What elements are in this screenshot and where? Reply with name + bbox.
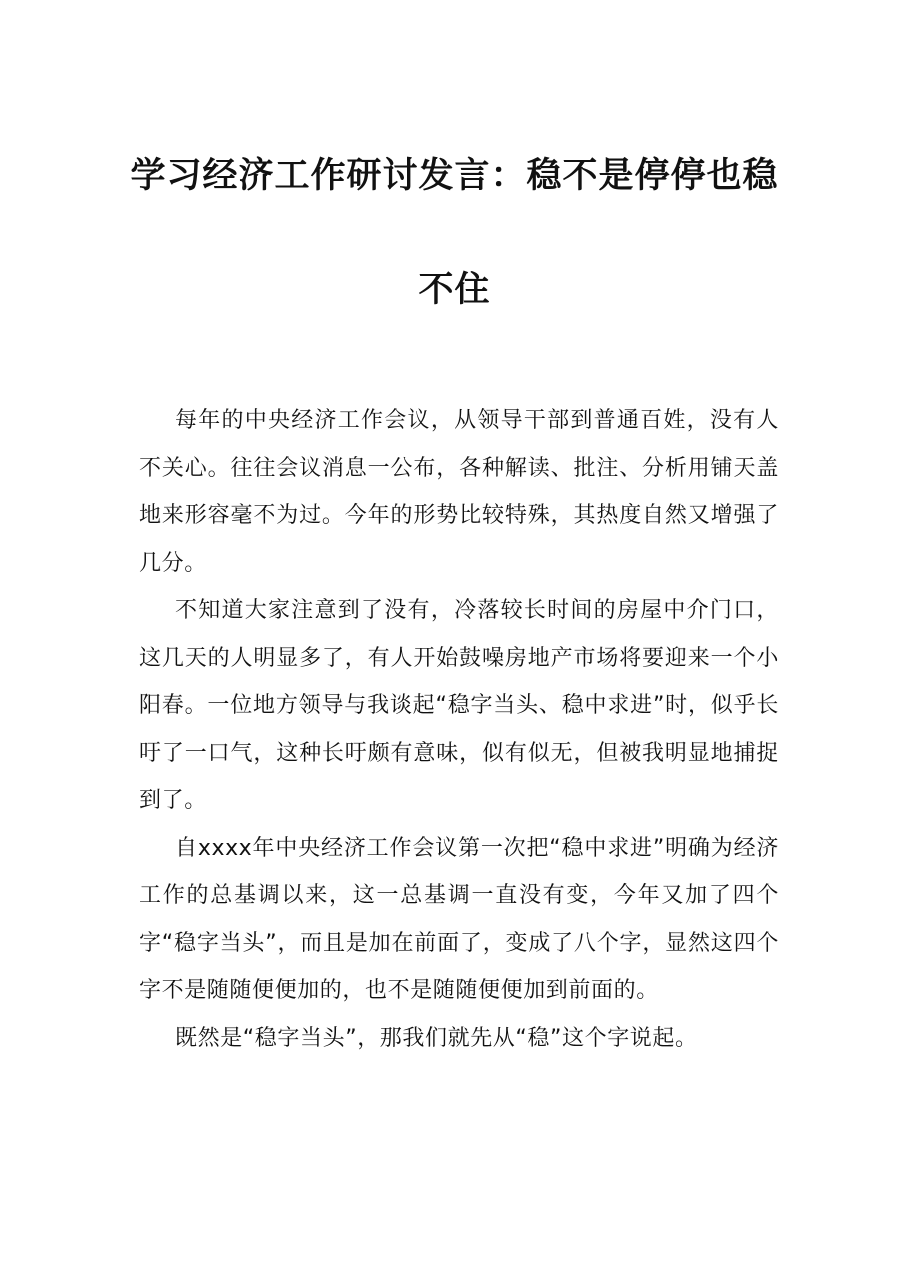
paragraph-4: 既然是“稳字当头”，那我们就先从“稳”这个字说起。 [175,1025,698,1051]
paragraph-2: 不知道大家注意到了没有，冷落较长时间的房屋中介门口，这几天的人明显多了，有人开始鼓噪房地产市场将要迎来一个小阳春。一位地方领导与我谈起“稳字当头、稳中求进”时，似乎长吁了一口气，这种长吁颇有意味，似有似无，但被我明显地捕捉到了。 [139,598,779,813]
document-title-line-1: 学习经济工作研讨发言：稳不是停停也稳 [130,156,779,196]
document-title-line-2: 不住 [418,270,491,310]
paragraph-3: 自xxxx年中央经济工作会议第一次把“稳中求进”明确为经济工作的总基调以来，这一总基调一直没有变，今年又加了四个字“稳字当头”，而且是加在前面了，变成了八个字，显然这四个字不是随随便便加的，也不是随随便便加到前面的。 [139,835,779,1003]
document-body [139,397,779,1062]
paragraph-1: 每年的中央经济工作会议，从领导干部到普通百姓，没有人不关心。往往会议消息一公布，各种解读、批注、分析用铺天盖地来形容毫不为过。今年的形势比较特殊，其热度自然又增强了几分。 [139,408,779,576]
